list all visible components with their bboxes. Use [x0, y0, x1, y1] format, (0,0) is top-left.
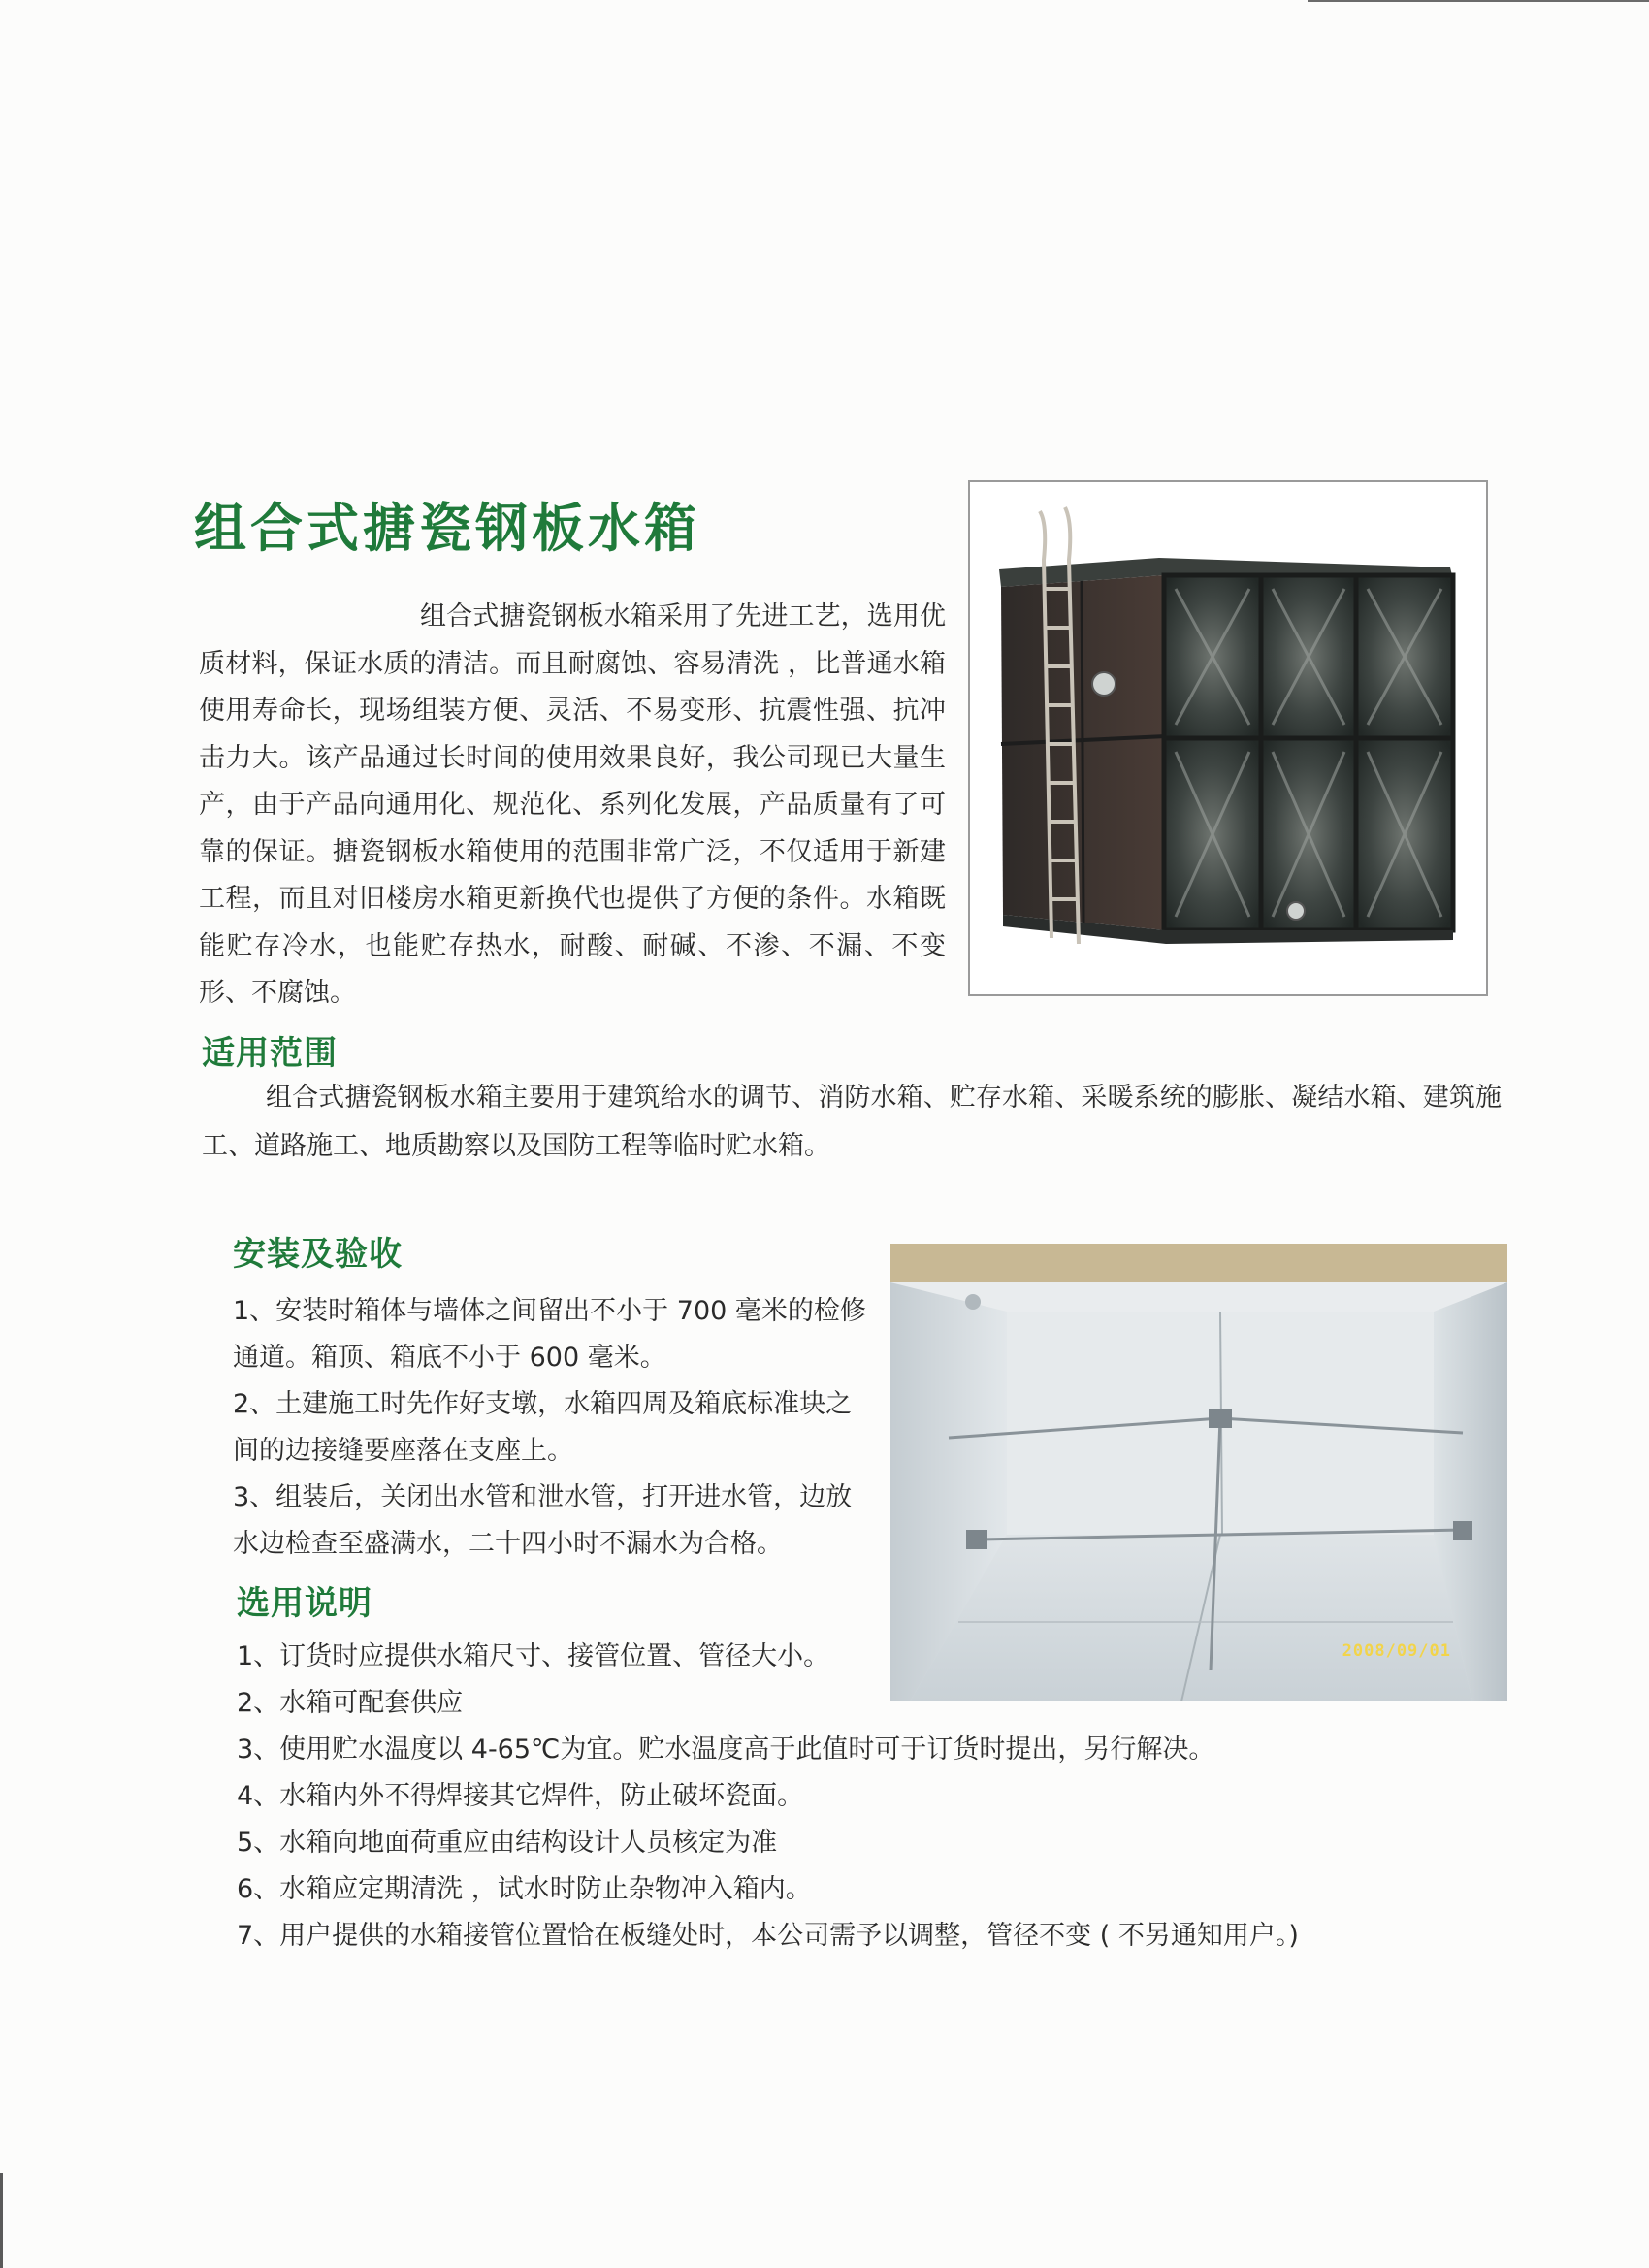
- water-tank-exterior-photo: [968, 480, 1488, 996]
- intro-text: 组合式搪瓷钢板水箱采用了先进工艺，选用优质材料，保证水质的清洁。而且耐腐蚀、容易清洗 ，比普通水箱使用寿命长，现场组装方便、灵活、不易变形、抗震性强、抗冲击力大。该产品通过长时间的使用效果良好，我公司现已大量生产，由于产品向通用化、规范化、系列化发展，产品质量有了可靠的保证。搪瓷钢板水箱使用的范围非常广泛，不仅适用于新建工程，而且对旧楼房水箱更新换代也提供了方便的条件。水箱既能贮存冷水，也能贮存热水，耐酸、耐碱、不渗、不漏、不变形、不腐蚀。: [199, 601, 946, 1008]
- select-list: [237, 1634, 1401, 1960]
- select-item: 4、水箱内外不得焊接其它焊件，防止破坏瓷面。: [237, 1781, 804, 1811]
- install-item: 3、组装后，关闭出水管和泄水管，打开进水管，边放水边检查至盛满水，二十四小时不漏水为合格。: [233, 1482, 853, 1559]
- install-list: [233, 1288, 873, 1568]
- left-border-line: [0, 2173, 3, 2268]
- select-item: 2、水箱可配套供应: [237, 1688, 464, 1718]
- scope-text: 组合式搪瓷钢板水箱主要用于建筑给水的调节、消防水箱、贮存水箱、采暖系统的膨胀、凝结水箱、建筑施工、道路施工、地质勘察以及国防工程等临时贮水箱。: [202, 1083, 1502, 1161]
- scope-heading: 适用范围: [202, 1034, 338, 1073]
- select-item: 3、使用贮水温度以 4-65℃为宜。贮水温度高于此值时可于订货时提出，另行解决。: [237, 1734, 1215, 1765]
- install-heading: 安装及验收: [233, 1235, 403, 1274]
- scope-paragraph: [202, 1074, 1502, 1171]
- select-item: 1、订货时应提供水箱尺寸、接管位置、管径大小。: [237, 1641, 830, 1671]
- install-item: 2、土建施工时先作好支墩，水箱四周及箱底标准块之间的边接缝要座落在支座上。: [233, 1389, 853, 1466]
- select-heading: 选用说明: [237, 1584, 372, 1623]
- select-item: 5、水箱向地面荷重应由结构设计人员核定为准: [237, 1828, 778, 1858]
- top-border-line: [1308, 0, 1649, 2]
- select-item: 6、水箱应定期清洗 ，试水时防止杂物冲入箱内。: [237, 1874, 812, 1904]
- photo-date-stamp: 2008/09/01: [1342, 1641, 1451, 1661]
- intro-paragraph: [199, 594, 946, 1018]
- page-title: 组合式搪瓷钢板水箱: [194, 498, 700, 559]
- select-item: 7、用户提供的水箱接管位置恰在板缝处时，本公司需予以调整，管径不变 ( 不另通知用户。): [237, 1921, 1299, 1951]
- install-item: 1、安装时箱体与墙体之间留出不小于 700 毫米的检修通道。箱顶、箱底不小于 600 毫米。: [233, 1296, 866, 1373]
